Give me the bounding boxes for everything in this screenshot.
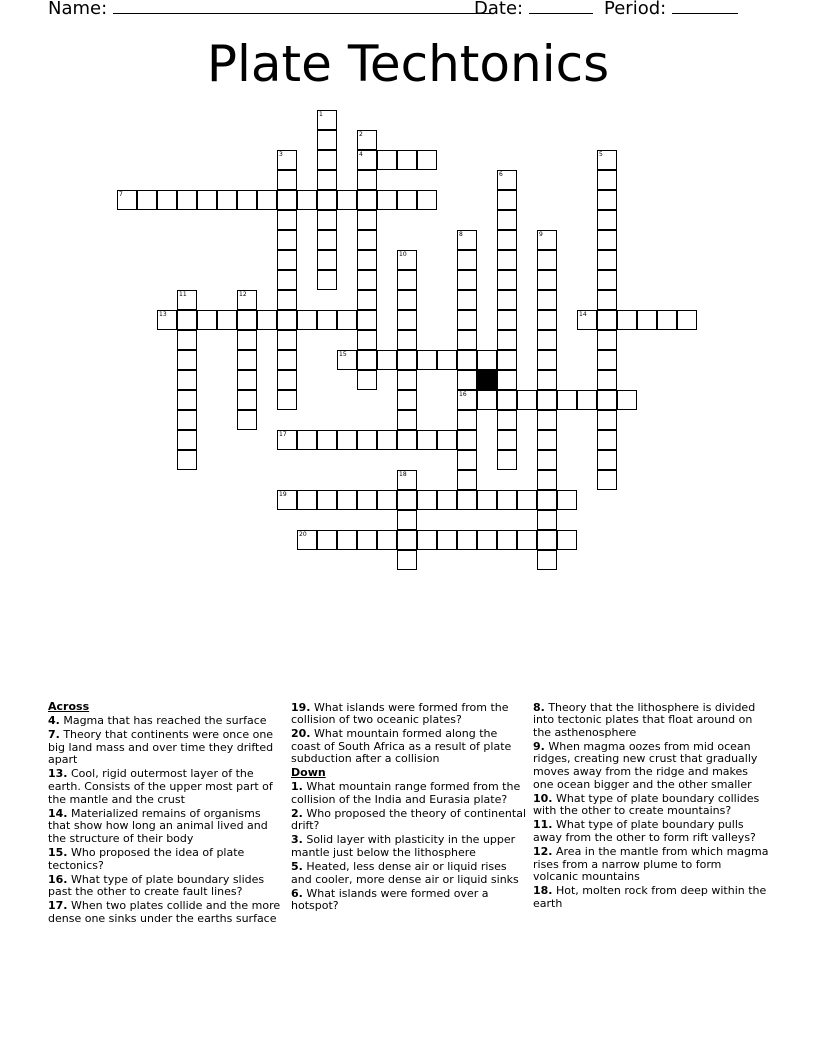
grid-cell[interactable]: [277, 490, 297, 510]
clue-item: [48, 900, 284, 925]
grid-cell[interactable]: [277, 270, 297, 290]
name-label: Name:: [48, 0, 108, 19]
clue-item: [48, 768, 284, 806]
grid-cell[interactable]: [237, 330, 257, 350]
clue-number: 10: [399, 251, 407, 258]
grid-cell[interactable]: [177, 450, 197, 470]
grid-cell[interactable]: [597, 450, 617, 470]
grid-cell[interactable]: [377, 350, 397, 370]
clue-item-text: What mountain formed along the coast of South Africa as a result of plate subduction after a collision: [291, 727, 512, 766]
grid-cell[interactable]: [237, 310, 257, 330]
grid-cell[interactable]: [477, 530, 497, 550]
clue-item-text: What mountain range formed from the collision of the India and Eurasia plate?: [291, 780, 521, 806]
grid-cell[interactable]: [497, 530, 517, 550]
grid-cell[interactable]: [337, 310, 357, 330]
grid-cell[interactable]: [437, 430, 457, 450]
grid-cell[interactable]: [677, 310, 697, 330]
grid-cell[interactable]: [417, 150, 437, 170]
grid-cell[interactable]: [457, 250, 477, 270]
grid-cell[interactable]: [277, 210, 297, 230]
clue-number: 4: [359, 151, 363, 158]
clue-item-text: When magma oozes from mid ocean ridges, creating new crust that gradually moves away from the ridge and makes one ocean bigger and the other smaller: [533, 739, 758, 791]
clue-item-text: Materialized remains of organisms that show how long an animal lived and the structure of their body: [48, 806, 268, 845]
clue-number: 20: [299, 531, 307, 538]
grid-cell[interactable]: [537, 530, 557, 550]
clue-number: 13: [159, 311, 167, 318]
grid-cell[interactable]: [537, 410, 557, 430]
grid-cell[interactable]: [317, 110, 337, 130]
grid-cell[interactable]: [197, 190, 217, 210]
grid-cell[interactable]: [537, 510, 557, 530]
grid-cell[interactable]: [497, 170, 517, 190]
grid-cell[interactable]: [497, 210, 517, 230]
clue-item-text: Magma that has reached the surface: [59, 714, 267, 728]
clue-item: [533, 885, 769, 910]
grid-cell[interactable]: [377, 190, 397, 210]
clue-item: [48, 874, 284, 899]
grid-cell[interactable]: [517, 530, 537, 550]
grid-cell[interactable]: [597, 430, 617, 450]
grid-cell[interactable]: [597, 210, 617, 230]
grid-cell[interactable]: [517, 390, 537, 410]
grid-cell[interactable]: [537, 350, 557, 370]
clue-item-number: 12.: [533, 845, 553, 859]
grid-cell[interactable]: [477, 390, 497, 410]
clue-item-text: Hot, molten rock from deep within the earth: [533, 884, 767, 910]
grid-cell[interactable]: [497, 270, 517, 290]
grid-cell[interactable]: [317, 230, 337, 250]
grid-cell[interactable]: [597, 410, 617, 430]
grid-cell[interactable]: [317, 270, 337, 290]
grid-cell[interactable]: [277, 290, 297, 310]
grid-cell[interactable]: [317, 430, 337, 450]
grid-cell[interactable]: [397, 350, 417, 370]
clue-item: [533, 741, 769, 791]
clue-item-number: 18.: [533, 884, 553, 898]
clue-item-number: 19.: [291, 700, 311, 714]
grid-cell[interactable]: [397, 250, 417, 270]
grid-cell[interactable]: [457, 450, 477, 470]
grid-cell[interactable]: [237, 350, 257, 370]
grid-cell[interactable]: [457, 490, 477, 510]
clue-item: [48, 729, 284, 767]
grid-cell[interactable]: [157, 190, 177, 210]
grid-cell[interactable]: [597, 370, 617, 390]
grid-cell[interactable]: [277, 350, 297, 370]
date-label: Date:: [474, 0, 524, 19]
clue-number: 12: [239, 291, 247, 298]
grid-cell[interactable]: [397, 190, 417, 210]
grid-cell[interactable]: [317, 210, 337, 230]
clue-item-text: What type of plate boundary slides past the other to create fault lines?: [48, 872, 265, 899]
clue-item-number: 16.: [48, 872, 68, 886]
clue-item: [291, 702, 527, 727]
grid-cell[interactable]: [497, 290, 517, 310]
grid-cell[interactable]: [497, 410, 517, 430]
grid-cell[interactable]: [417, 530, 437, 550]
grid-cell[interactable]: [117, 190, 137, 210]
grid-cell[interactable]: [237, 370, 257, 390]
clue-column-2: [291, 700, 527, 913]
grid-cell[interactable]: [557, 390, 577, 410]
grid-cell[interactable]: [257, 310, 277, 330]
grid-cell[interactable]: [277, 230, 297, 250]
grid-cell[interactable]: [537, 370, 557, 390]
grid-cell[interactable]: [357, 150, 377, 170]
grid-cell[interactable]: [537, 430, 557, 450]
clue-number: 9: [539, 231, 543, 238]
grid-cell[interactable]: [397, 370, 417, 390]
grid-cell[interactable]: [537, 490, 557, 510]
grid-cell[interactable]: [577, 310, 597, 330]
clue-number: 5: [599, 151, 603, 158]
grid-cell[interactable]: [297, 310, 317, 330]
grid-cell[interactable]: [177, 410, 197, 430]
grid-cell[interactable]: [497, 330, 517, 350]
grid-cell[interactable]: [317, 190, 337, 210]
grid-cell[interactable]: [237, 190, 257, 210]
grid-cell[interactable]: [277, 190, 297, 210]
across-heading: Across: [48, 700, 90, 713]
clue-item-number: 7.: [48, 728, 60, 742]
grid-cell[interactable]: [277, 250, 297, 270]
grid-cell[interactable]: [357, 490, 377, 510]
grid-cell[interactable]: [357, 330, 377, 350]
grid-cell[interactable]: [337, 350, 357, 370]
grid-cell[interactable]: [297, 530, 317, 550]
grid-cell[interactable]: [437, 350, 457, 370]
clue-number: 6: [499, 171, 503, 178]
grid-cell[interactable]: [657, 310, 677, 330]
grid-cell[interactable]: [297, 490, 317, 510]
grid-cell[interactable]: [457, 530, 477, 550]
grid-cell[interactable]: [537, 550, 557, 570]
clue-number: 17: [279, 431, 287, 438]
grid-cell[interactable]: [597, 390, 617, 410]
grid-cell[interactable]: [357, 350, 377, 370]
grid-cell[interactable]: [137, 190, 157, 210]
grid-cell[interactable]: [497, 310, 517, 330]
grid-cell[interactable]: [497, 450, 517, 470]
grid-cell[interactable]: [417, 350, 437, 370]
grid-cell[interactable]: [477, 350, 497, 370]
grid-cell[interactable]: [277, 170, 297, 190]
period-label: Period:: [604, 0, 667, 19]
grid-cell[interactable]: [537, 230, 557, 250]
clue-number: 19: [279, 491, 287, 498]
clue-item-text: Who proposed the theory of continental drift?: [291, 806, 526, 833]
grid-cell[interactable]: [457, 330, 477, 350]
clue-item: [48, 808, 284, 846]
grid-cell[interactable]: [357, 250, 377, 270]
grid-cell[interactable]: [317, 530, 337, 550]
clue-item: [291, 861, 527, 886]
grid-cell[interactable]: [437, 490, 457, 510]
grid-cell[interactable]: [317, 130, 337, 150]
grid-cell[interactable]: [457, 270, 477, 290]
grid-cell[interactable]: [597, 350, 617, 370]
grid-cell[interactable]: [357, 290, 377, 310]
grid-cell[interactable]: [397, 290, 417, 310]
grid-cell[interactable]: [377, 490, 397, 510]
grid-cell[interactable]: [497, 430, 517, 450]
grid-cell[interactable]: [357, 230, 377, 250]
grid-cell[interactable]: [177, 310, 197, 330]
clue-item-number: 14.: [48, 806, 68, 820]
grid-cell[interactable]: [637, 310, 657, 330]
grid-cell[interactable]: [197, 310, 217, 330]
grid-cell[interactable]: [177, 390, 197, 410]
grid-cell[interactable]: [457, 350, 477, 370]
grid-cell[interactable]: [317, 150, 337, 170]
clue-number: 1: [319, 111, 323, 118]
grid-cell[interactable]: [417, 430, 437, 450]
grid-cell[interactable]: [337, 530, 357, 550]
grid-cell[interactable]: [537, 290, 557, 310]
grid-cell[interactable]: [257, 190, 277, 210]
clue-item-number: 20.: [291, 727, 311, 741]
grid-cell[interactable]: [217, 190, 237, 210]
grid-cell[interactable]: [497, 230, 517, 250]
grid-cell[interactable]: [497, 390, 517, 410]
clue-number: 16: [459, 391, 467, 398]
grid-cell[interactable]: [397, 390, 417, 410]
clue-item-text: Cool, rigid outermost layer of the earth. Consists of the upper most part of the mantle and the crust: [48, 767, 273, 806]
grid-cell[interactable]: [277, 150, 297, 170]
grid-cell[interactable]: [357, 370, 377, 390]
grid-cell[interactable]: [157, 310, 177, 330]
grid-cell[interactable]: [597, 470, 617, 490]
grid-cell[interactable]: [617, 310, 637, 330]
clue-item: [533, 819, 769, 844]
grid-cell[interactable]: [457, 410, 477, 430]
grid-cell[interactable]: [397, 510, 417, 530]
grid-cell[interactable]: [597, 150, 617, 170]
clue-item-number: 8.: [533, 700, 545, 714]
grid-cell[interactable]: [457, 470, 477, 490]
clue-item-text: What islands were formed over a hotspot?: [291, 886, 489, 913]
clue-item: [291, 781, 527, 806]
clue-item-number: 2.: [291, 806, 303, 820]
clue-item-number: 9.: [533, 739, 545, 753]
clue-item-number: 17.: [48, 899, 68, 913]
grid-cell[interactable]: [397, 530, 417, 550]
clue-item: [48, 847, 284, 872]
grid-cell[interactable]: [457, 430, 477, 450]
grid-cell[interactable]: [177, 350, 197, 370]
clue-item-text: What type of plate boundary collides with the other to create mountains?: [533, 791, 760, 818]
grid-cell[interactable]: [177, 290, 197, 310]
grid-cell[interactable]: [237, 410, 257, 430]
grid-cell[interactable]: [397, 470, 417, 490]
grid-cell[interactable]: [537, 310, 557, 330]
grid-cell[interactable]: [597, 310, 617, 330]
clue-item: [533, 846, 769, 884]
grid-cell[interactable]: [297, 190, 317, 210]
clue-item-text: What islands were formed from the collision of two oceanic plates?: [291, 700, 509, 727]
clue-item-number: 11.: [533, 818, 553, 832]
clue-number: 7: [119, 191, 123, 198]
clue-item-text: What type of plate boundary pulls away from the other to form rift valleys?: [533, 818, 756, 844]
grid-cell[interactable]: [497, 350, 517, 370]
grid-cell[interactable]: [317, 170, 337, 190]
clue-item-number: 15.: [48, 846, 68, 860]
grid-cell[interactable]: [537, 270, 557, 290]
grid-cell[interactable]: [277, 390, 297, 410]
grid-cell[interactable]: [457, 310, 477, 330]
grid-cell[interactable]: [397, 150, 417, 170]
grid-cell[interactable]: [597, 170, 617, 190]
grid-cell[interactable]: [357, 190, 377, 210]
grid-cell[interactable]: [317, 490, 337, 510]
page-title: Plate Techtonics: [206, 35, 610, 93]
grid-cell[interactable]: [457, 370, 477, 390]
grid-cell[interactable]: [337, 430, 357, 450]
grid-cell[interactable]: [397, 410, 417, 430]
grid-cell[interactable]: [417, 490, 437, 510]
clue-item: [533, 702, 769, 740]
clue-item: [48, 715, 284, 728]
grid-cell[interactable]: [377, 150, 397, 170]
grid-cell[interactable]: [237, 390, 257, 410]
grid-cell[interactable]: [297, 430, 317, 450]
grid-cell[interactable]: [357, 130, 377, 150]
grid-cell[interactable]: [477, 490, 497, 510]
grid-cell[interactable]: [537, 250, 557, 270]
grid-cell[interactable]: [457, 230, 477, 250]
grid-cell[interactable]: [497, 190, 517, 210]
grid-cell[interactable]: [377, 530, 397, 550]
grid-cell[interactable]: [597, 230, 617, 250]
clue-number: 15: [339, 351, 347, 358]
clue-item-number: 13.: [48, 767, 68, 781]
grid-cell[interactable]: [277, 330, 297, 350]
clue-item-text: Theory that continents were once one big land mass and over time they drifted apart: [48, 728, 274, 767]
grid-cell[interactable]: [217, 310, 237, 330]
grid-cell[interactable]: [377, 430, 397, 450]
grid-cell[interactable]: [177, 190, 197, 210]
grid-cell[interactable]: [357, 270, 377, 290]
grid-cell[interactable]: [537, 450, 557, 470]
clue-item: [533, 793, 769, 818]
clue-number: 14: [579, 311, 587, 318]
grid-cell[interactable]: [397, 330, 417, 350]
clue-item-text: Theory that the lithosphere is divided into tectonic plates that float around on the asthenosphere: [533, 700, 756, 739]
grid-cell[interactable]: [557, 530, 577, 550]
clue-item-number: 5.: [291, 860, 303, 874]
clue-item-number: 6.: [291, 886, 303, 900]
grid-cell[interactable]: [357, 170, 377, 190]
clue-item-number: 1.: [291, 780, 303, 794]
grid-cell[interactable]: [597, 330, 617, 350]
grid-cell[interactable]: [397, 430, 417, 450]
grid-cell[interactable]: [597, 190, 617, 210]
grid-cell[interactable]: [537, 390, 557, 410]
black-cell: [477, 370, 497, 390]
clue-item-number: 4.: [48, 714, 60, 728]
grid-cell[interactable]: [497, 490, 517, 510]
grid-cell[interactable]: [397, 550, 417, 570]
grid-cell[interactable]: [457, 390, 477, 410]
grid-cell[interactable]: [497, 250, 517, 270]
grid-cell[interactable]: [357, 530, 377, 550]
grid-cell[interactable]: [277, 310, 297, 330]
clue-item-number: 3.: [291, 833, 303, 847]
grid-cell[interactable]: [397, 270, 417, 290]
grid-cell[interactable]: [357, 430, 377, 450]
grid-cell[interactable]: [317, 310, 337, 330]
clue-number: 11: [179, 291, 187, 298]
down-heading: Down: [291, 765, 326, 779]
grid-cell[interactable]: [457, 290, 477, 310]
grid-cell[interactable]: [317, 250, 337, 270]
grid-cell[interactable]: [577, 390, 597, 410]
grid-cell[interactable]: [277, 370, 297, 390]
grid-cell[interactable]: [537, 470, 557, 490]
grid-cell[interactable]: [357, 210, 377, 230]
clue-item: [291, 808, 527, 833]
clue-number: 2: [359, 131, 363, 138]
grid-cell[interactable]: [177, 370, 197, 390]
grid-cell[interactable]: [337, 490, 357, 510]
grid-cell[interactable]: [437, 530, 457, 550]
clue-number: 8: [459, 231, 463, 238]
clue-item-text: Who proposed the idea of plate tectonics?: [48, 846, 245, 872]
clue-item: [291, 888, 527, 913]
grid-cell[interactable]: [277, 430, 297, 450]
clue-item-text: Heated, less dense air or liquid rises and cooler, more dense air or liquid sinks: [291, 860, 519, 886]
clue-column-1: [48, 700, 284, 926]
clue-item: [291, 834, 527, 859]
grid-cell[interactable]: [177, 430, 197, 450]
grid-cell[interactable]: [417, 190, 437, 210]
grid-cell[interactable]: [617, 390, 637, 410]
clue-item-text: When two plates collide and the more dense one sinks under the earths surface: [48, 899, 281, 925]
grid-cell[interactable]: [397, 310, 417, 330]
grid-cell[interactable]: [237, 290, 257, 310]
grid-cell[interactable]: [557, 490, 577, 510]
grid-cell[interactable]: [517, 490, 537, 510]
grid-cell[interactable]: [357, 310, 377, 330]
clue-item-number: 10.: [533, 791, 553, 805]
clue-item-text: Area in the mantle from which magma rises from a narrow plume to form volcanic mountains: [533, 845, 769, 884]
grid-cell[interactable]: [337, 190, 357, 210]
grid-cell[interactable]: [397, 490, 417, 510]
grid-cell[interactable]: [497, 370, 517, 390]
clue-item-text: Solid layer with plasticity in the upper mantle just below the lithosphere: [291, 833, 516, 860]
clue-number: 18: [399, 471, 407, 478]
grid-cell[interactable]: [537, 330, 557, 350]
grid-cell[interactable]: [177, 330, 197, 350]
grid-cell[interactable]: [597, 270, 617, 290]
clue-column-3: [533, 700, 769, 911]
clue-item: [291, 728, 527, 766]
grid-cell[interactable]: [597, 250, 617, 270]
grid-cell[interactable]: [597, 290, 617, 310]
clue-number: 3: [279, 151, 283, 158]
